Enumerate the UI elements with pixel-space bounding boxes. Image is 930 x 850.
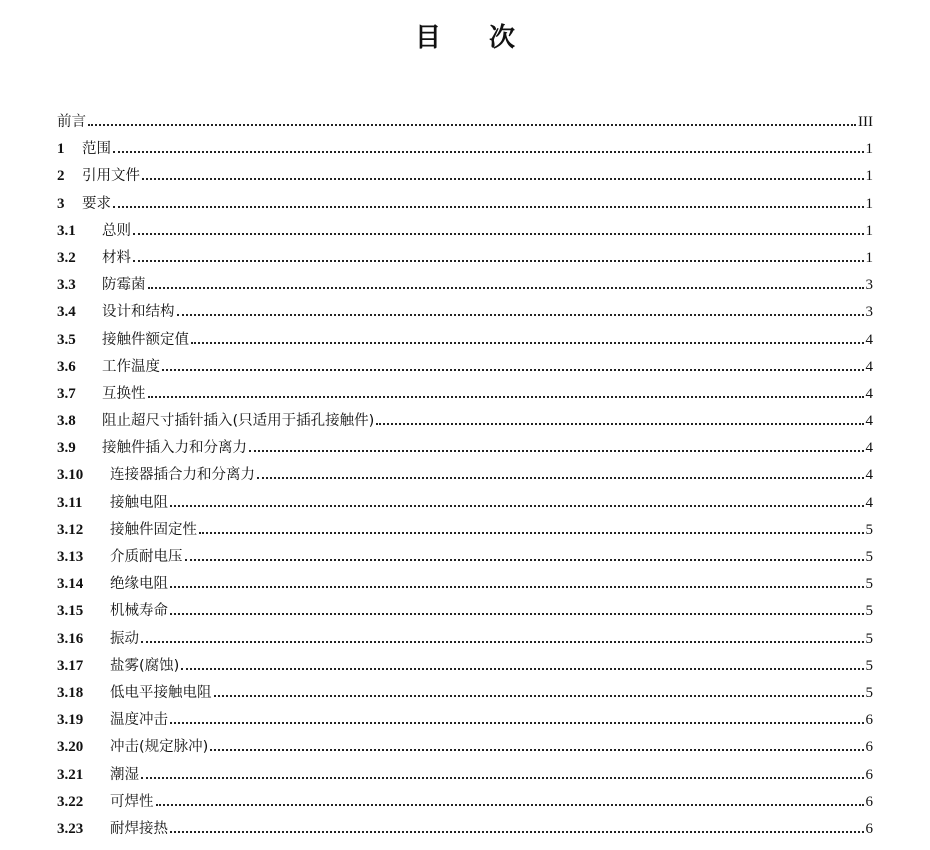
- toc-entry-number: 3.3: [57, 277, 76, 294]
- toc-entry-label: 接触件额定值: [102, 331, 189, 348]
- toc-dot-leader: [249, 450, 864, 452]
- toc-entry-label: 介质耐电压: [110, 549, 183, 565]
- toc-entry: [57, 218, 873, 245]
- toc-entry: [57, 381, 873, 408]
- toc-entry-label: 振动: [110, 630, 139, 647]
- toc-entry-page: 3: [865, 277, 873, 294]
- toc-entry-page: 4: [865, 494, 873, 511]
- toc-entry-label: 要求: [82, 195, 111, 212]
- toc-dot-leader: [185, 559, 864, 561]
- toc-entry-page: 4: [865, 440, 873, 457]
- toc-dot-leader: [376, 423, 863, 425]
- toc-entry: [57, 626, 873, 653]
- toc-entry: [57, 435, 873, 462]
- toc-entry-page: 6: [865, 712, 873, 729]
- toc-dot-leader: [170, 722, 864, 724]
- toc-entry-number: 1: [57, 141, 65, 158]
- toc-entry: [57, 490, 873, 517]
- toc-entry-number: 3.12: [57, 521, 84, 538]
- toc-entry: [57, 762, 873, 789]
- toc-entry-number: 3.7: [57, 385, 76, 402]
- toc-entry-number: 3.4: [57, 304, 76, 321]
- toc-dot-leader: [133, 233, 864, 235]
- toc-dot-leader: [214, 695, 864, 697]
- toc-entry: [57, 680, 873, 707]
- toc-entry-label: 互换性: [102, 385, 146, 402]
- toc-entry-label: 范围: [82, 141, 111, 158]
- toc-entry-number: 3.2: [57, 249, 76, 266]
- toc-entry-number: 3.8: [57, 413, 76, 430]
- toc-entry-page: 5: [865, 630, 873, 647]
- toc-entry-page: 4: [865, 467, 873, 484]
- toc-entry-label: 潮湿: [110, 766, 139, 783]
- toc-entry-label: 接触件固定性: [110, 521, 197, 538]
- toc-entry-label: 阻止超尺寸插针插入(只适用于插孔接触件): [102, 413, 375, 430]
- toc-entry-label: 防霉菌: [102, 277, 146, 294]
- toc-entry: [57, 136, 873, 163]
- toc-entry-page: 5: [865, 576, 873, 593]
- toc-entry: [57, 571, 873, 598]
- toc-dot-leader: [257, 477, 864, 479]
- toc-entry-number: 3.11: [57, 494, 83, 511]
- toc-entry-label: 前言: [57, 114, 86, 130]
- toc-entry: [57, 299, 873, 326]
- toc-dot-leader: [113, 151, 864, 153]
- toc-entry-number: 3.5: [57, 331, 76, 348]
- toc-entry-page: 5: [865, 684, 873, 701]
- toc-entry-page: 4: [865, 358, 873, 375]
- toc-entry-label: 耐焊接热: [110, 820, 168, 837]
- toc-entry-label: 设计和结构: [102, 304, 175, 321]
- toc-entry: [57, 544, 873, 571]
- toc-entry-label: 冲击(规定脉冲): [110, 739, 209, 756]
- toc-dot-leader: [170, 505, 864, 507]
- toc-entry-number: 3.13: [57, 549, 84, 565]
- toc-entry-page: 1: [865, 249, 873, 266]
- toc-entry-number: 3.14: [57, 576, 84, 593]
- toc-entry-label: 温度冲击: [110, 712, 168, 729]
- toc-dot-leader: [162, 369, 864, 371]
- toc-entry-number: 3: [57, 195, 65, 212]
- toc-entry-label: 连接器插合力和分离力: [110, 467, 255, 484]
- toc-entry: [57, 517, 873, 544]
- toc-entry: [57, 816, 873, 843]
- toc-entry-page: 1: [865, 195, 873, 212]
- toc-entry-number: 3.17: [57, 657, 84, 674]
- toc-entry-label: 绝缘电阻: [110, 576, 168, 593]
- toc-dot-leader: [170, 586, 864, 588]
- toc-dot-leader: [199, 532, 864, 534]
- toc-dot-leader: [133, 260, 864, 262]
- toc-entry-label: 机械寿命: [110, 603, 168, 620]
- toc-entry-number: 3.9: [57, 440, 76, 457]
- toc-entry-page: III: [858, 114, 873, 130]
- toc-entry-number: 3.1: [57, 222, 76, 239]
- toc-entry-number: 3.16: [57, 630, 84, 647]
- toc-dot-leader: [88, 124, 856, 126]
- toc-entry-page: 4: [865, 331, 873, 348]
- toc-entry-number: 3.23: [57, 820, 84, 837]
- toc-dot-leader: [181, 668, 863, 670]
- toc-entry-number: 3.18: [57, 684, 84, 701]
- toc-entry: [57, 598, 873, 625]
- toc-dot-leader: [148, 396, 864, 398]
- toc-entry-label: 低电平接触电阻: [110, 684, 212, 701]
- toc-entry-number: 3.20: [57, 739, 84, 756]
- toc-entry-page: 4: [865, 385, 873, 402]
- toc-entry-number: 3.6: [57, 358, 76, 375]
- toc-entry: [57, 245, 873, 272]
- toc-dot-leader: [210, 749, 863, 751]
- page-title: 目次: [414, 23, 563, 53]
- toc-entry-label: 材料: [102, 249, 131, 266]
- toc-dot-leader: [141, 777, 864, 779]
- toc-entry-page: 4: [865, 413, 873, 430]
- toc-dot-leader: [142, 178, 864, 180]
- toc-entry-label: 总则: [102, 222, 131, 239]
- toc-entry-page: 5: [865, 521, 873, 538]
- toc-entry-number: 3.19: [57, 712, 84, 729]
- toc-entry-label: 工作温度: [102, 358, 160, 375]
- toc-entry: [57, 354, 873, 381]
- toc-entry: [57, 653, 873, 680]
- toc-entry-page: 3: [865, 304, 873, 321]
- toc-entry: [57, 272, 873, 299]
- toc-entry-label: 接触电阻: [110, 494, 168, 511]
- toc-dot-leader: [141, 641, 864, 643]
- toc-dot-leader: [177, 314, 864, 316]
- toc-entry-page: 6: [865, 766, 873, 783]
- toc-dot-leader: [170, 831, 864, 833]
- toc-entry: [57, 408, 873, 435]
- toc-entry: [57, 707, 873, 734]
- toc-entry-page: 6: [865, 739, 873, 756]
- toc-entry-label: 接触件插入力和分离力: [102, 440, 247, 457]
- toc-entry-page: 5: [865, 603, 873, 620]
- toc-entry-page: 1: [865, 141, 873, 158]
- table-of-contents: [57, 109, 873, 843]
- toc-dot-leader: [148, 287, 864, 289]
- toc-entry: [57, 163, 873, 190]
- toc-entry-label: 引用文件: [82, 168, 140, 185]
- toc-entry: [57, 462, 873, 489]
- toc-dot-leader: [170, 613, 864, 615]
- toc-dot-leader: [156, 804, 864, 806]
- toc-entry-number: 3.15: [57, 603, 84, 620]
- toc-dot-leader: [113, 206, 864, 208]
- toc-entry-label: 盐雾(腐蚀): [110, 657, 180, 674]
- toc-entry-page: 6: [865, 820, 873, 837]
- toc-entry-page: 1: [865, 168, 873, 185]
- toc-dot-leader: [191, 342, 864, 344]
- toc-entry-number: 3.22: [57, 793, 84, 810]
- toc-entry: [57, 191, 873, 218]
- toc-entry-page: 6: [865, 793, 873, 810]
- toc-entry-foreword: [57, 109, 873, 136]
- toc-entry-page: 1: [865, 222, 873, 239]
- toc-entry-number: 3.10: [57, 467, 84, 484]
- toc-entry: [57, 789, 873, 816]
- toc-entry: [57, 327, 873, 354]
- toc-entry: [57, 734, 873, 761]
- toc-entry-number: 2: [57, 168, 65, 185]
- toc-entry-page: 5: [865, 549, 873, 565]
- toc-entry-label: 可焊性: [110, 793, 154, 810]
- toc-entry-page: 5: [865, 657, 873, 674]
- toc-entry-number: 3.21: [57, 766, 84, 783]
